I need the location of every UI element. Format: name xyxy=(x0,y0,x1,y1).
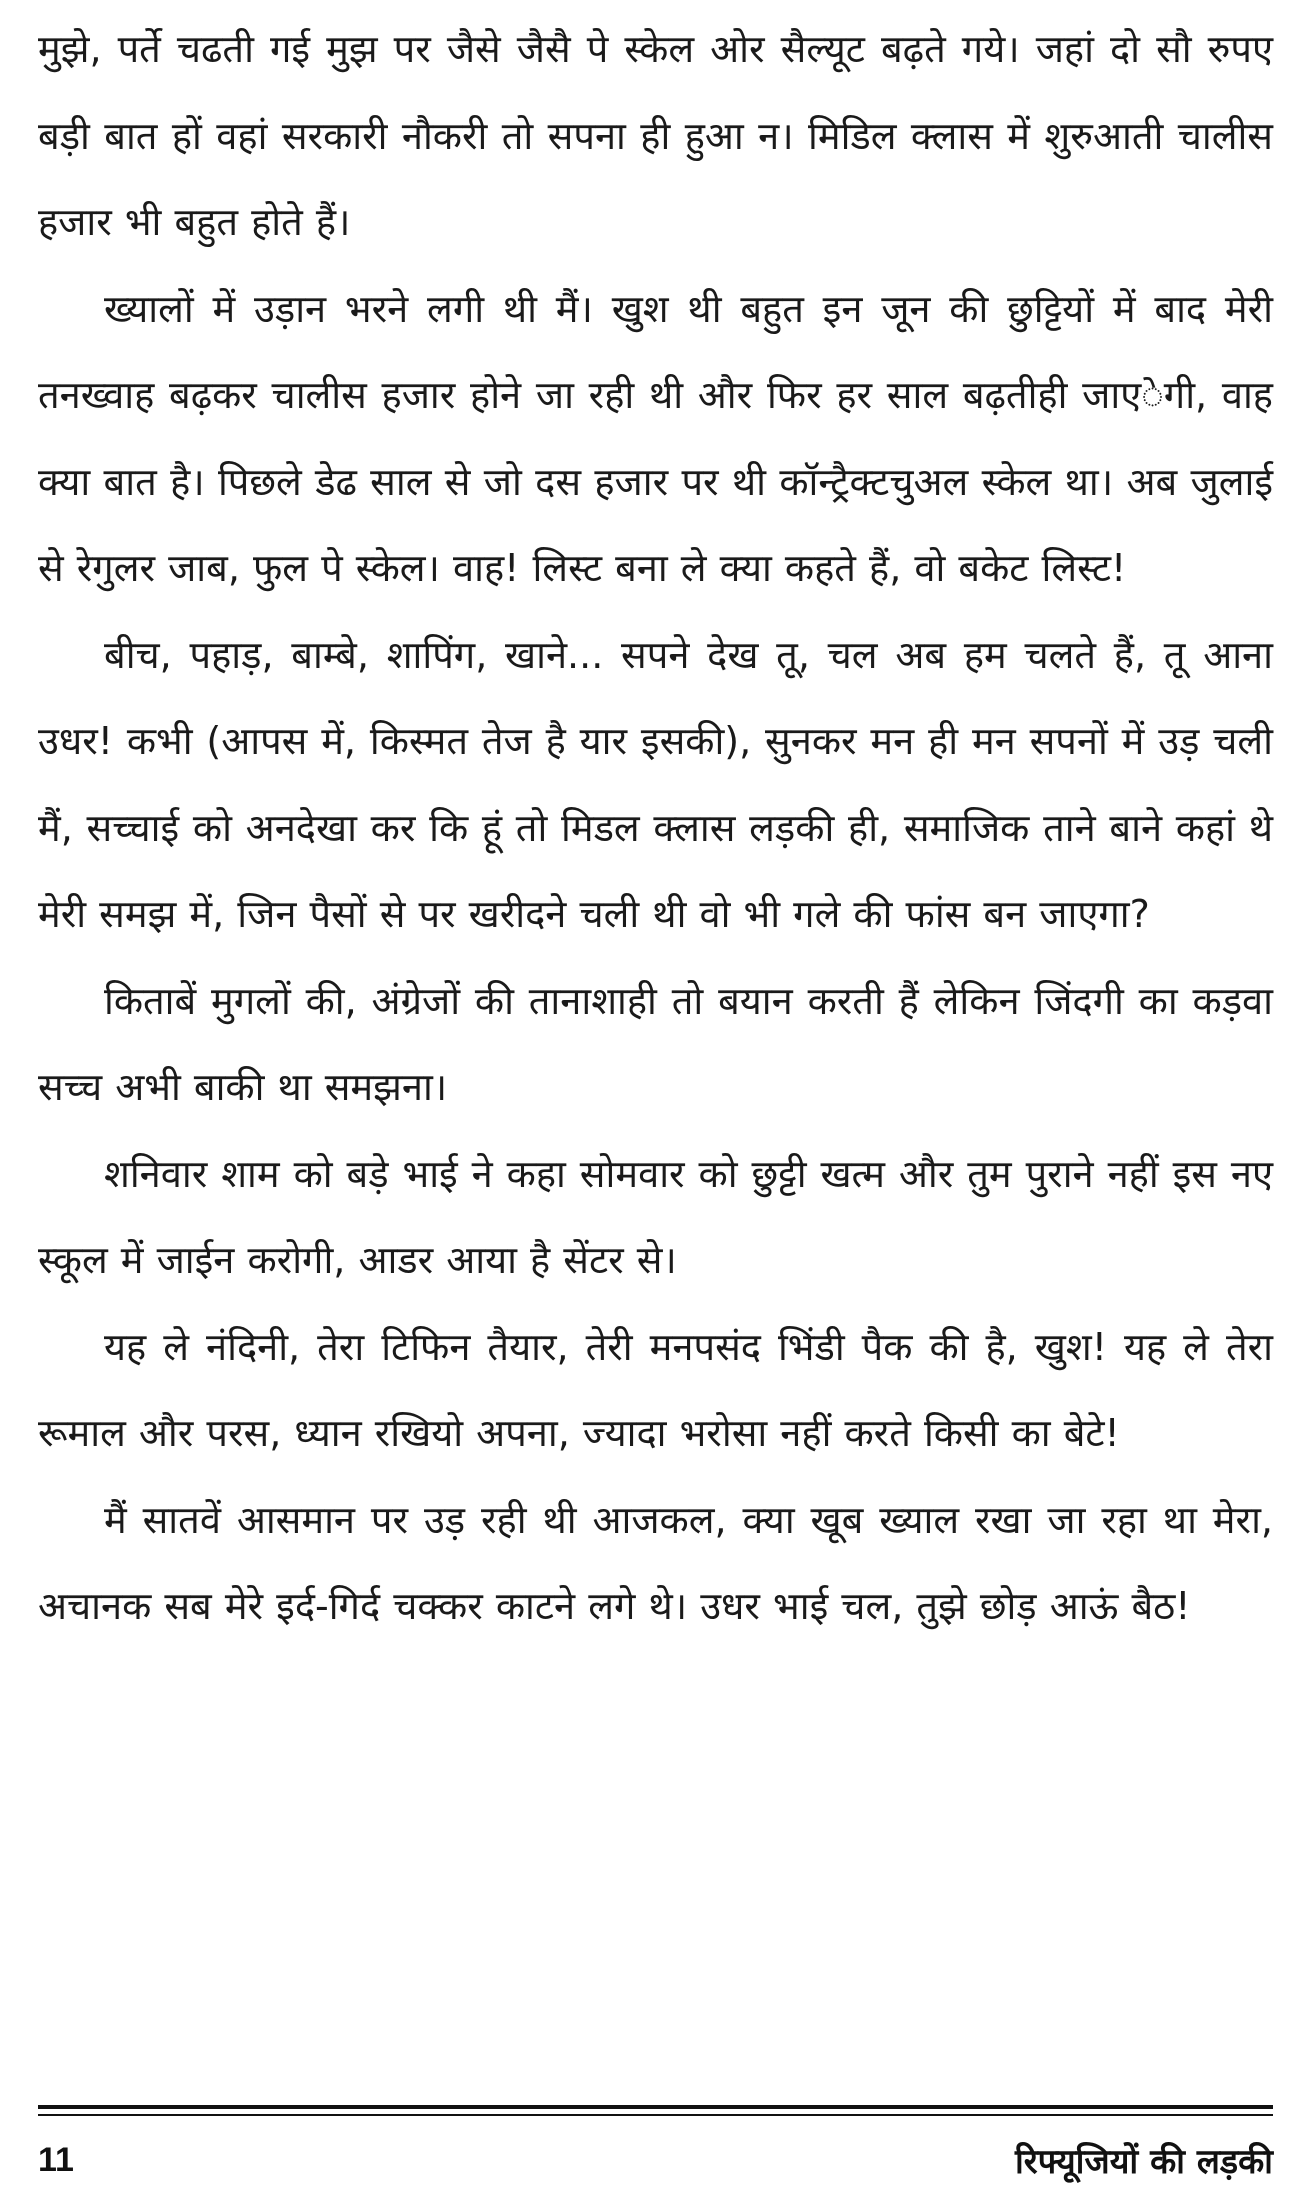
footer-rule-thin xyxy=(38,2114,1273,2116)
paragraph-6: यह ले नंदिनी, तेरा टिफिन तैयार, तेरी मनपसंद भिंडी पैक की है, खुश! यह ले तेरा रूमाल और परस, ध्यान रखियो अपना, ज्यादा भरोसा नहीं करते किसी का बेटे! xyxy=(38,1324,1273,1455)
footer-rule-thick xyxy=(38,2105,1273,2109)
page-footer xyxy=(38,2136,1273,2184)
paragraph-5: शनिवार शाम को बड़े भाई ने कहा सोमवार को छुट्टी खत्म और तुम पुराने नहीं इस नए स्कूल में जाईन करोगी, आडर आया है सेंटर से। xyxy=(38,1151,1273,1282)
paragraph-7: मैं सातवें आसमान पर उड़ रही थी आजकल, क्या खूब ख्याल रखा जा रहा था मेरा, अचानक सब मेरे इर्द-गिर्द चक्कर काटने लगे थे। उधर भाई चल, तुझे छोड़ आऊं बैठ! xyxy=(38,1497,1273,1628)
paragraph-3: बीच, पहाड़, बाम्बे, शापिंग, खाने... सपने देख तू, चल अब हम चलते हैं, तू आना उधर! कभी (आपस में, किस्मत तेज है यार इसकी), सुनकर मन ही मन सपनों में उड़ चली मैं, सच्चाई को अनदेखा कर कि हूं तो मिडल क्लास लड़की ही, समाजिक ताने बाने कहां थे मेरी समझ में, जिन पैसों से पर खरीदने चली थी वो भी गले की फांस बन जाएगा? xyxy=(38,632,1273,936)
page-number: 11 xyxy=(38,2140,74,2179)
paragraph-4: किताबें मुगलों की, अंग्रेजों की तानाशाही तो बयान करती हैं लेकिन जिंदगी का कड़वा सच्च अभी बाकी था समझना। xyxy=(38,978,1273,1109)
book-page xyxy=(38,0,1273,2191)
paragraph-1: मुझे, पर्ते चढती गई मुझ पर जैसे जैसै पे स्केल ओर सैल्यूट बढ़ते गये। जहां दो सौ रुपए बड़ी बात हों वहां सरकारी नौकरी तो सपना ही हुआ न। मिडिल क्लास में शुरुआती चालीस हजार भी बहुत होते हैं। xyxy=(38,27,1273,244)
page-body xyxy=(38,6,1273,1650)
paragraph-2: ख्यालों में उड़ान भरने लगी थी मैं। खुश थी बहुत इन जून की छुट्टियों में बाद मेरी तनख्वाह बढ़कर चालीस हजार होने जा रही थी और फिर हर साल बढ़तीही जाएेगी, वाह क्या बात है। पिछले डेढ साल से जो दस हजार पर थी कॉन्ट्रैक्टचुअल स्केल था। अब जुलाई से रेगुलर जाब, फुल पे स्केल। वाह! लिस्ट बना ले क्या कहते हैं, वो बकेट लिस्ट! xyxy=(38,286,1273,590)
book-title: रिफ्यूजियों की लड़की xyxy=(1014,2142,1273,2182)
